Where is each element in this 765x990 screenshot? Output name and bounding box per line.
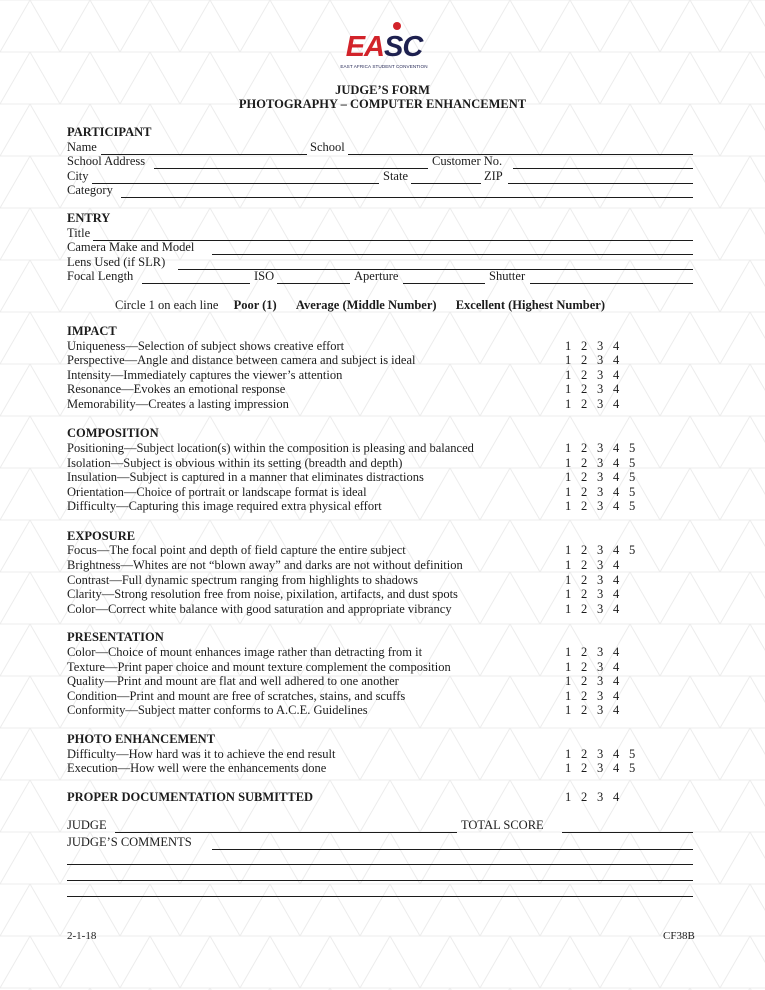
score-options[interactable]	[565, 353, 629, 368]
score-option-2[interactable]: 2	[581, 339, 588, 353]
score-option-4[interactable]: 4	[613, 674, 620, 688]
category-label: Category	[67, 183, 113, 197]
zip-field[interactable]	[508, 183, 693, 184]
criterion-row: Memorability—Creates a lasting impression	[67, 397, 289, 411]
score-option-4[interactable]: 4	[613, 485, 620, 499]
score-option-4[interactable]: 4	[613, 558, 620, 572]
criterion-row: Focus—The focal point and depth of field capture the entire subject	[67, 543, 406, 557]
score-options[interactable]	[565, 645, 629, 660]
comments-line[interactable]	[67, 864, 693, 865]
score-option-1[interactable]: 1	[565, 747, 572, 761]
score-option-5[interactable]: 5	[629, 761, 636, 775]
score-option-2[interactable]: 2	[581, 587, 588, 601]
score-option-4[interactable]: 4	[613, 397, 620, 411]
criterion-row: Contrast—Full dynamic spectrum ranging from highlights to shadows	[67, 573, 419, 587]
criterion-row: Orientation—Choice of portrait or landscape format is ideal	[67, 485, 367, 499]
score-option-1[interactable]: 1	[565, 573, 572, 587]
score-options[interactable]	[565, 470, 645, 485]
logo-star-icon	[393, 22, 401, 30]
score-options[interactable]	[565, 674, 629, 689]
scale-excellent: Excellent (Highest Number)	[455, 298, 605, 312]
score-options[interactable]	[565, 456, 645, 471]
score-option-1[interactable]: 1	[565, 353, 572, 367]
score-option-1[interactable]: 1	[565, 485, 572, 499]
score-option-2[interactable]: 2	[581, 747, 588, 761]
criterion-row: Difficulty—How hard was it to achieve the end result	[67, 747, 336, 761]
section-heading-photo-enhancement: PHOTO ENHANCEMENT	[67, 732, 216, 746]
comments-line[interactable]	[67, 880, 693, 881]
score-option-4[interactable]: 4	[613, 543, 620, 557]
criterion-row: Perspective—Angle and distance between camera and subject is ideal	[67, 353, 416, 367]
score-option-3[interactable]: 3	[597, 353, 604, 367]
eas-convention-logo	[330, 22, 438, 72]
criterion-row: Texture—Print paper choice and mount texture complement the composition	[67, 660, 451, 674]
score-option-3[interactable]: 3	[597, 558, 604, 572]
judges-comments-label: JUDGE’S COMMENTS	[67, 835, 192, 849]
score-option-2[interactable]: 2	[581, 368, 588, 382]
score-option-4[interactable]: 4	[613, 456, 620, 470]
score-options[interactable]	[565, 703, 629, 718]
score-options[interactable]	[565, 339, 629, 354]
criterion-row: Execution—How well were the enhancements done	[67, 761, 327, 775]
form-date: 2-1-18	[67, 930, 97, 942]
score-option-1[interactable]: 1	[565, 761, 572, 775]
score-option-3[interactable]: 3	[597, 689, 604, 703]
score-options[interactable]	[565, 761, 645, 776]
section-heading-impact: IMPACT	[67, 324, 117, 338]
score-option-2[interactable]: 2	[581, 499, 588, 513]
score-option-2[interactable]: 2	[581, 703, 588, 717]
score-options[interactable]	[565, 558, 629, 573]
name-label: Name	[67, 140, 97, 154]
score-option-4[interactable]: 4	[613, 689, 620, 703]
score-options[interactable]	[565, 382, 629, 397]
score-option-1[interactable]: 1	[565, 499, 572, 513]
state-label: State	[383, 169, 408, 183]
score-option-3[interactable]: 3	[597, 382, 604, 396]
score-option-3[interactable]: 3	[597, 587, 604, 601]
score-option-3[interactable]: 3	[597, 499, 604, 513]
score-option-3[interactable]: 3	[597, 470, 604, 484]
score-option-5[interactable]: 5	[629, 456, 636, 470]
score-option-2[interactable]: 2	[581, 573, 588, 587]
score-option-4[interactable]: 4	[613, 761, 620, 775]
score-option-4[interactable]: 4	[613, 573, 620, 587]
score-option-4[interactable]: 4	[613, 790, 620, 804]
score-option-1[interactable]: 1	[565, 689, 572, 703]
score-option-1[interactable]: 1	[565, 339, 572, 353]
lens-label: Lens Used (if SLR)	[67, 255, 166, 269]
score-option-3[interactable]: 3	[597, 747, 604, 761]
shutter-field[interactable]	[530, 283, 693, 284]
criterion-row: Quality—Print and mount are flat and well adhered to one another	[67, 674, 399, 688]
score-option-5[interactable]: 5	[629, 543, 636, 557]
score-option-1[interactable]: 1	[565, 587, 572, 601]
form-code: CF38B	[663, 930, 695, 942]
score-option-1[interactable]: 1	[565, 602, 572, 616]
score-option-2[interactable]: 2	[581, 761, 588, 775]
score-option-2[interactable]: 2	[581, 602, 588, 616]
score-option-2[interactable]: 2	[581, 543, 588, 557]
aperture-label: Aperture	[354, 269, 399, 283]
score-option-1[interactable]: 1	[565, 397, 572, 411]
judge-label: JUDGE	[67, 818, 107, 832]
score-option-3[interactable]: 3	[597, 660, 604, 674]
criterion-row: Intensity—Immediately captures the viewer’s attention	[67, 368, 343, 382]
camera-field[interactable]	[212, 254, 693, 255]
score-option-4[interactable]: 4	[613, 602, 620, 616]
criterion-row: Insulation—Subject is captured in a manner that eliminates distractions	[67, 470, 424, 484]
iso-field[interactable]	[277, 283, 350, 284]
customer-no-label: Customer No.	[432, 154, 503, 168]
total-score-label: TOTAL SCORE	[461, 818, 544, 832]
criterion-row: Clarity—Strong resolution free from noise, pixilation, artifacts, and dust spots	[67, 587, 458, 601]
criterion-row: Difficulty—Capturing this image required extra physical effort	[67, 499, 382, 513]
score-option-1[interactable]: 1	[565, 543, 572, 557]
score-option-4[interactable]: 4	[613, 382, 620, 396]
score-option-4[interactable]: 4	[613, 587, 620, 601]
state-field[interactable]	[411, 183, 481, 184]
score-option-3[interactable]: 3	[597, 602, 604, 616]
documentation-label: PROPER DOCUMENTATION SUBMITTED	[67, 790, 314, 804]
score-option-3[interactable]: 3	[597, 368, 604, 382]
score-option-3[interactable]: 3	[597, 573, 604, 587]
score-option-1[interactable]: 1	[565, 790, 572, 804]
focal-length-label: Focal Length	[67, 269, 134, 283]
score-options[interactable]	[565, 587, 629, 602]
score-option-3[interactable]: 3	[597, 674, 604, 688]
score-option-2[interactable]: 2	[581, 689, 588, 703]
score-option-4[interactable]: 4	[613, 499, 620, 513]
criterion-row: Conformity—Subject matter conforms to A.C.E. Guidelines	[67, 703, 368, 717]
category-field[interactable]	[121, 197, 693, 198]
score-options[interactable]	[565, 499, 645, 514]
score-option-3[interactable]: 3	[597, 703, 604, 717]
score-option-1[interactable]: 1	[565, 441, 572, 455]
score-options[interactable]	[565, 602, 629, 617]
criterion-row: Brightness—Whites are not “blown away” and darks are not without definition	[67, 558, 463, 572]
criterion-row: Color—Correct white balance with good saturation and appropriate vibrancy	[67, 602, 452, 616]
score-option-3[interactable]: 3	[597, 397, 604, 411]
score-option-5[interactable]: 5	[629, 499, 636, 513]
score-option-5[interactable]: 5	[629, 441, 636, 455]
title-label: Title	[67, 226, 91, 240]
criterion-row: Resonance—Evokes an emotional response	[67, 382, 286, 396]
form-title: JUDGE’S FORM	[335, 83, 430, 97]
criterion-row: Color—Choice of mount enhances image rather than detracting from it	[67, 645, 423, 659]
form-subtitle: PHOTOGRAPHY – COMPUTER ENHANCEMENT	[238, 97, 527, 111]
score-option-2[interactable]: 2	[581, 558, 588, 572]
score-option-4[interactable]: 4	[613, 470, 620, 484]
comments-line[interactable]	[67, 896, 693, 897]
score-option-1[interactable]: 1	[565, 660, 572, 674]
score-options[interactable]	[565, 543, 645, 558]
entry-heading: ENTRY	[67, 211, 111, 225]
score-option-1[interactable]: 1	[565, 470, 572, 484]
criterion-row: Uniqueness—Selection of subject shows creative effort	[67, 339, 345, 353]
scale-intro: Circle 1 on each line	[115, 298, 219, 312]
score-option-3[interactable]: 3	[597, 485, 604, 499]
comments-line[interactable]	[212, 849, 693, 850]
score-options[interactable]	[565, 689, 629, 704]
score-option-1[interactable]: 1	[565, 382, 572, 396]
score-option-3[interactable]: 3	[597, 543, 604, 557]
score-option-5[interactable]: 5	[629, 747, 636, 761]
city-field[interactable]	[92, 183, 379, 184]
camera-label: Camera Make and Model	[67, 240, 195, 254]
score-option-3[interactable]: 3	[597, 790, 604, 804]
score-option-4[interactable]: 4	[613, 353, 620, 367]
aperture-field[interactable]	[403, 283, 485, 284]
score-options[interactable]	[565, 660, 629, 675]
score-option-1[interactable]: 1	[565, 456, 572, 470]
score-option-2[interactable]: 2	[581, 456, 588, 470]
score-option-5[interactable]: 5	[629, 470, 636, 484]
score-option-5[interactable]: 5	[629, 485, 636, 499]
participant-heading: PARTICIPANT	[67, 125, 152, 139]
logo-wordmark: EASC	[345, 31, 423, 63]
school-field[interactable]	[348, 154, 693, 155]
score-option-3[interactable]: 3	[597, 441, 604, 455]
section-heading-exposure: EXPOSURE	[67, 529, 136, 543]
shutter-label: Shutter	[489, 269, 526, 283]
score-option-3[interactable]: 3	[597, 645, 604, 659]
score-option-4[interactable]: 4	[613, 368, 620, 382]
score-option-2[interactable]: 2	[581, 645, 588, 659]
documentation-score-options[interactable]	[565, 790, 629, 805]
score-option-2[interactable]: 2	[581, 353, 588, 367]
focal-length-field[interactable]	[142, 283, 250, 284]
logo-subtitle: EAST AFRICA STUDENT CONVENTION	[340, 64, 428, 69]
score-options[interactable]	[565, 441, 645, 456]
judge-field[interactable]	[115, 832, 457, 833]
iso-label: ISO	[254, 269, 275, 283]
criterion-row: Condition—Print and mount are free of scratches, stains, and scuffs	[67, 689, 406, 703]
score-option-3[interactable]: 3	[597, 456, 604, 470]
section-heading-composition: COMPOSITION	[67, 426, 159, 440]
score-option-1[interactable]: 1	[565, 558, 572, 572]
scale-average: Average (Middle Number)	[295, 298, 437, 312]
zip-label: ZIP	[484, 169, 503, 183]
school-label: School	[310, 140, 345, 154]
score-option-1[interactable]: 1	[565, 645, 572, 659]
scoring-scale	[115, 298, 605, 313]
score-options[interactable]	[565, 368, 629, 383]
criterion-row: Isolation—Subject is obvious within its setting (breadth and depth)	[67, 456, 403, 470]
score-option-2[interactable]: 2	[581, 674, 588, 688]
city-label: City	[67, 169, 89, 183]
score-options[interactable]	[565, 747, 645, 762]
total-score-field[interactable]	[562, 832, 693, 833]
score-option-1[interactable]: 1	[565, 703, 572, 717]
score-options[interactable]	[565, 485, 645, 500]
score-option-4[interactable]: 4	[613, 703, 620, 717]
score-options[interactable]	[565, 573, 629, 588]
school-address-label: School Address	[67, 154, 146, 168]
score-option-4[interactable]: 4	[613, 339, 620, 353]
score-option-2[interactable]: 2	[581, 382, 588, 396]
score-option-1[interactable]: 1	[565, 674, 572, 688]
criterion-row: Positioning—Subject location(s) within the composition is pleasing and balanced	[67, 441, 474, 455]
score-option-4[interactable]: 4	[613, 747, 620, 761]
customer-no-field[interactable]	[513, 168, 693, 169]
score-option-4[interactable]: 4	[613, 645, 620, 659]
score-options[interactable]	[565, 397, 629, 412]
score-option-2[interactable]: 2	[581, 485, 588, 499]
score-option-2[interactable]: 2	[581, 470, 588, 484]
score-option-2[interactable]: 2	[581, 397, 588, 411]
scale-poor: Poor (1)	[233, 298, 277, 312]
score-option-3[interactable]: 3	[597, 761, 604, 775]
score-option-4[interactable]: 4	[613, 660, 620, 674]
score-option-2[interactable]: 2	[581, 660, 588, 674]
score-option-3[interactable]: 3	[597, 339, 604, 353]
score-option-2[interactable]: 2	[581, 790, 588, 804]
score-option-1[interactable]: 1	[565, 368, 572, 382]
section-heading-presentation: PRESENTATION	[67, 630, 164, 644]
score-option-2[interactable]: 2	[581, 441, 588, 455]
score-option-4[interactable]: 4	[613, 441, 620, 455]
